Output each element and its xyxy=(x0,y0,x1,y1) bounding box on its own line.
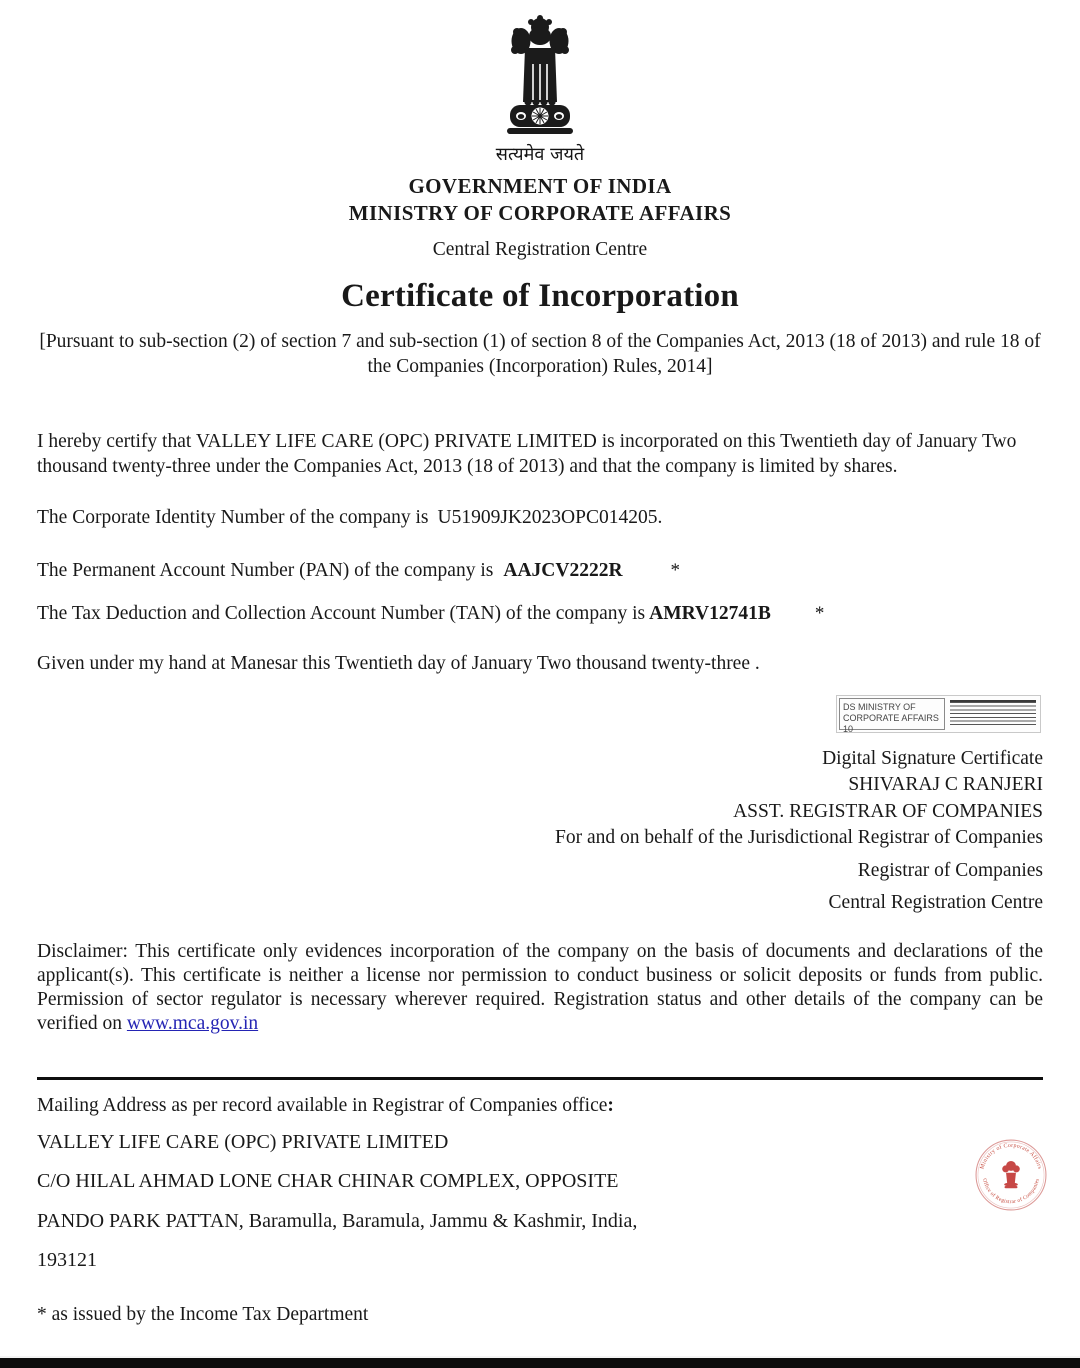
emblem-motto: सत्यमेव जयते xyxy=(495,144,585,165)
ministry-heading: MINISTRY OF CORPORATE AFFAIRS xyxy=(348,201,732,225)
sig-line-on-behalf: For and on behalf of the Jurisdictional Registrar of Companies xyxy=(555,827,1043,849)
roc-red-seal xyxy=(973,1137,1049,1213)
signature-block xyxy=(37,746,1043,917)
pan-line xyxy=(37,559,1043,584)
stamp-line2: CORPORATE AFFAIRS 10 xyxy=(843,712,939,734)
stamp-line1: DS MINISTRY OF xyxy=(843,701,916,712)
sig-line-roc: Registrar of Companies xyxy=(857,859,1043,881)
pan-asterisk: * xyxy=(670,559,681,581)
mailing-heading-colon: : xyxy=(607,1095,614,1117)
disclaimer-paragraph xyxy=(37,940,1043,1037)
address-company-name: VALLEY LIFE CARE (OPC) PRIVATE LIMITED xyxy=(37,1130,449,1153)
pan-value: AAJCV2222R xyxy=(503,559,623,581)
stamp-row xyxy=(37,695,1043,733)
tan-line xyxy=(37,602,1043,627)
mca-website-link[interactable]: www.mca.gov.in xyxy=(126,1013,259,1035)
certification-paragraph: I hereby certify that VALLEY LIFE CARE (OPC) PRIVATE LIMITED is incorporated on this Twentieth day of January Two thousand twenty-three under the Companies Act, 2013 (18 of 2013) and that the company is limited by shares. xyxy=(37,431,1017,477)
emblem-section xyxy=(37,0,1043,166)
cin-line xyxy=(37,506,1043,531)
seal-bottom-arc-text: Office of Registrar of Companies xyxy=(981,1178,1041,1206)
government-heading: GOVERNMENT OF INDIA xyxy=(408,174,672,198)
section-divider xyxy=(37,1077,1043,1080)
central-registration-centre-heading: Central Registration Centre xyxy=(432,239,648,260)
certificate-title: Certificate of Incorporation xyxy=(341,278,739,314)
disclaimer-text: Disclaimer: This certificate only evidences incorporation of the company on the basis of documents and declarations of the applicant(s). This certificate is neither a license nor permission to conduct business or solicit deposits or funds from public. Permission of sector regulator is necessary wherever required. Registration status and other details of the company can be verified on xyxy=(37,940,1043,1035)
mailing-address-section xyxy=(37,1095,1043,1275)
stamp-signer-label xyxy=(839,698,945,734)
address-pincode: 193121 xyxy=(37,1249,97,1272)
seal-top-arc-text: Ministry of Corporate Affairs xyxy=(979,1143,1043,1171)
bottom-bar xyxy=(0,1356,1080,1368)
mailing-address-heading xyxy=(37,1095,1043,1117)
seal-pillar-emblem xyxy=(1002,1161,1020,1188)
tan-asterisk: * xyxy=(814,603,825,625)
pursuant-clause: [Pursuant to sub-section (2) of section 7 and sub-section (1) of section 8 of the Companies Act, 2013 (18 of 2013) and rule 18 of the Companies (Incorporation) Rules, 2014] xyxy=(39,331,1041,377)
sig-line-designation: ASST. REGISTRAR OF COMPANIES xyxy=(733,800,1043,822)
stamp-microtext xyxy=(950,700,1036,728)
cin-label: The Corporate Identity Number of the company is xyxy=(37,507,429,529)
tan-value: AMRV12741B xyxy=(649,603,771,625)
sig-line-dsc: Digital Signature Certificate xyxy=(822,747,1043,769)
pan-tan-footnote: * as issued by the Income Tax Department xyxy=(37,1304,369,1326)
india-national-emblem-icon xyxy=(494,12,586,136)
sig-line-crc: Central Registration Centre xyxy=(828,892,1043,914)
address-line-1: C/O HILAL AHMAD LONE CHAR CHINAR COMPLEX, OPPOSITE xyxy=(37,1170,619,1193)
address-line-2: PANDO PARK PATTAN, Baramulla, Baramula, Jammu & Kashmir, India, xyxy=(37,1209,638,1232)
pan-label: The Permanent Account Number (PAN) of the company is xyxy=(37,559,494,581)
sig-line-name: SHIVARAJ C RANJERI xyxy=(848,774,1043,796)
cin-value: U51909JK2023OPC014205. xyxy=(437,507,663,529)
digital-signature-stamp xyxy=(836,695,1041,733)
given-under-hand-line: Given under my hand at Manesar this Twentieth day of January Two thousand twenty-three . xyxy=(37,652,760,674)
mailing-heading-text: Mailing Address as per record available in Registrar of Companies office xyxy=(37,1095,608,1117)
tan-label: The Tax Deduction and Collection Account Number (TAN) of the company is xyxy=(37,603,646,625)
